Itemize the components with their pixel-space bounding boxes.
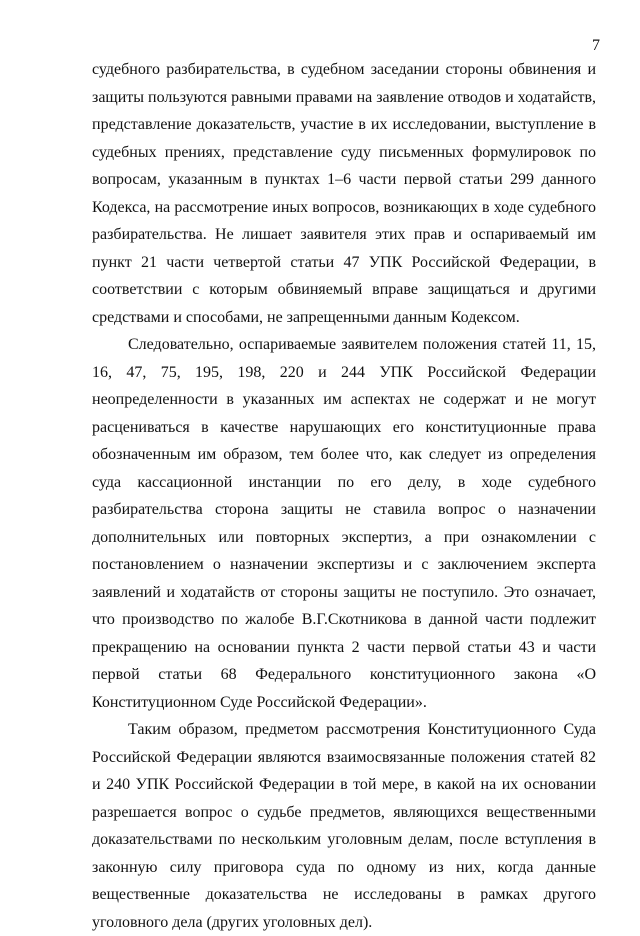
paragraph-continuation: судебного разбирательства, в судебном заседании стороны обвинения и защиты пользуются равными правами на заявление отводов и ходатайств, представление доказательств, участие в их исследовании, выступление в судебных прениях, представление суду письменных формулировок по вопросам, указанным в пунктах 1–6 части первой статьи 299 данного Кодекса, на рассмотрение иных вопросов, возникающих в ходе судебного разбирательства. Не лишает заявителя этих прав и оспариваемый им пункт 21 части четвертой статьи 47 УПК Российской Федерации, в соответствии с которым обвиняемый вправе защищаться и другими средствами и способами, не запрещенными данным Кодексом.: [92, 61, 596, 326]
page-number: 7: [592, 37, 600, 54]
paragraph: Таким образом, предметом рассмотрения Конституционного Суда Российской Федерации являются взаимосвязанные положения статей 82 и 240 УПК Российской Федерации в той мере, в какой на их основании разрешается вопрос о судьбе предметов, являющихся вещественными доказательствами по нескольким уголовным делам, после вступления в законную силу приговора суда по одному из них, когда данные вещественные доказательства не исследованы в рамках другого уголовного дела (других уголовных дел).: [92, 721, 596, 931]
document-body: [92, 56, 596, 936]
paragraph: Следовательно, оспариваемые заявителем положения статей 11, 15, 16, 47, 75, 195, 198, 220 и 244 УПК Российской Федерации неопределенности в указанных им аспектах не содержат и не могут расцениваться в качестве нарушающих его конституционные права обозначенным им образом, тем более что, как следует из определения суда кассационной инстанции по его делу, в ходе судебного разбирательства сторона защиты не ставила вопрос о назначении дополнительных или повторных экспертиз, а при ознакомлении с постановлением о назначении экспертизы и с заключением эксперта заявлений и ходатайств от стороны защиты не поступило. Это означает, что производство по жалобе В.Г.Скотникова в данной части подлежит прекращению на основании пункта 2 части первой статьи 43 и части первой статьи 68 Федерального конституционного закона «О Конституционном Суде Российской Федерации».: [92, 336, 596, 711]
